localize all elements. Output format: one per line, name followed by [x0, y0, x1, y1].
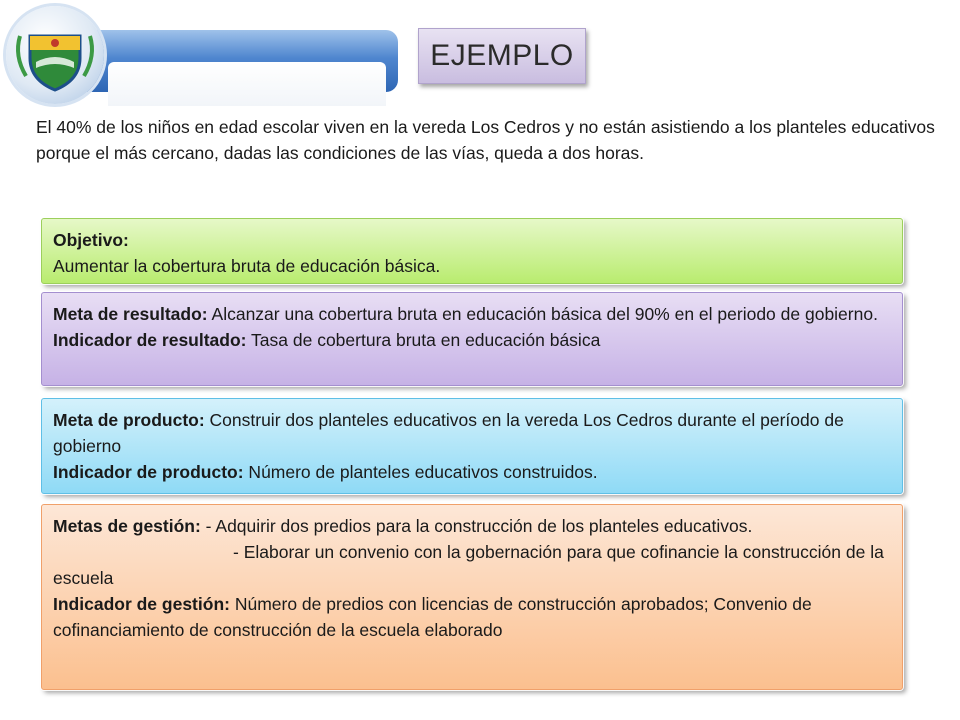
indicador-producto [53, 459, 892, 485]
indicador-gestion [53, 591, 892, 643]
meta-producto-label: Meta de producto: [53, 410, 205, 430]
meta-producto [53, 407, 892, 459]
gestion-box [41, 504, 903, 690]
meta-gestion-text-1: - Adquirir dos predios para la construcción de los planteles educativos. [200, 516, 753, 536]
indicador-resultado-text: Tasa de cobertura bruta en educación básica [246, 330, 601, 350]
header-banner-inset [108, 62, 386, 106]
meta-gestion-1 [53, 513, 892, 539]
meta-producto-text: Construir dos planteles educativos en la vereda Los Cedros durante el período de gobierno [53, 410, 844, 456]
indicador-gestion-label: Indicador de gestión: [53, 594, 230, 614]
meta-resultado-text: Alcanzar una cobertura bruta en educación básica del 90% en el periodo de gobierno. [207, 304, 878, 324]
meta-gestion-label: Metas de gestión: [53, 516, 201, 536]
producto-box [41, 398, 903, 494]
meta-gestion-text-2: - Elaborar un convenio con la gobernación para que cofinancie la construcción de la escuela [53, 542, 884, 588]
page-title: EJEMPLO [418, 28, 586, 84]
meta-gestion-2 [53, 539, 892, 591]
indicador-resultado-label: Indicador de resultado: [53, 330, 247, 350]
indicador-resultado [53, 327, 892, 353]
indicador-producto-text: Número de planteles educativos construidos. [243, 462, 598, 482]
shield-crest-icon [6, 6, 104, 104]
objetivo-text: Aumentar la cobertura bruta de educación básica. [53, 256, 441, 276]
objetivo-label: Objetivo: [53, 230, 129, 250]
meta-resultado [53, 301, 892, 327]
indicador-gestion-text: Número de predios con licencias de construcción aprobados; Convenio de cofinanciamiento de construcción de la escuela elaborado [53, 594, 812, 640]
objetivo-box [41, 218, 903, 284]
intro-paragraph: El 40% de los niños en edad escolar viven en la vereda Los Cedros y no están asistiendo a los planteles educativos porque el más cercano, dadas las condiciones de las vías, queda a dos horas. [36, 117, 935, 163]
indicador-producto-label: Indicador de producto: [53, 462, 244, 482]
meta-resultado-label: Meta de resultado: [53, 304, 208, 324]
resultado-box [41, 292, 903, 386]
